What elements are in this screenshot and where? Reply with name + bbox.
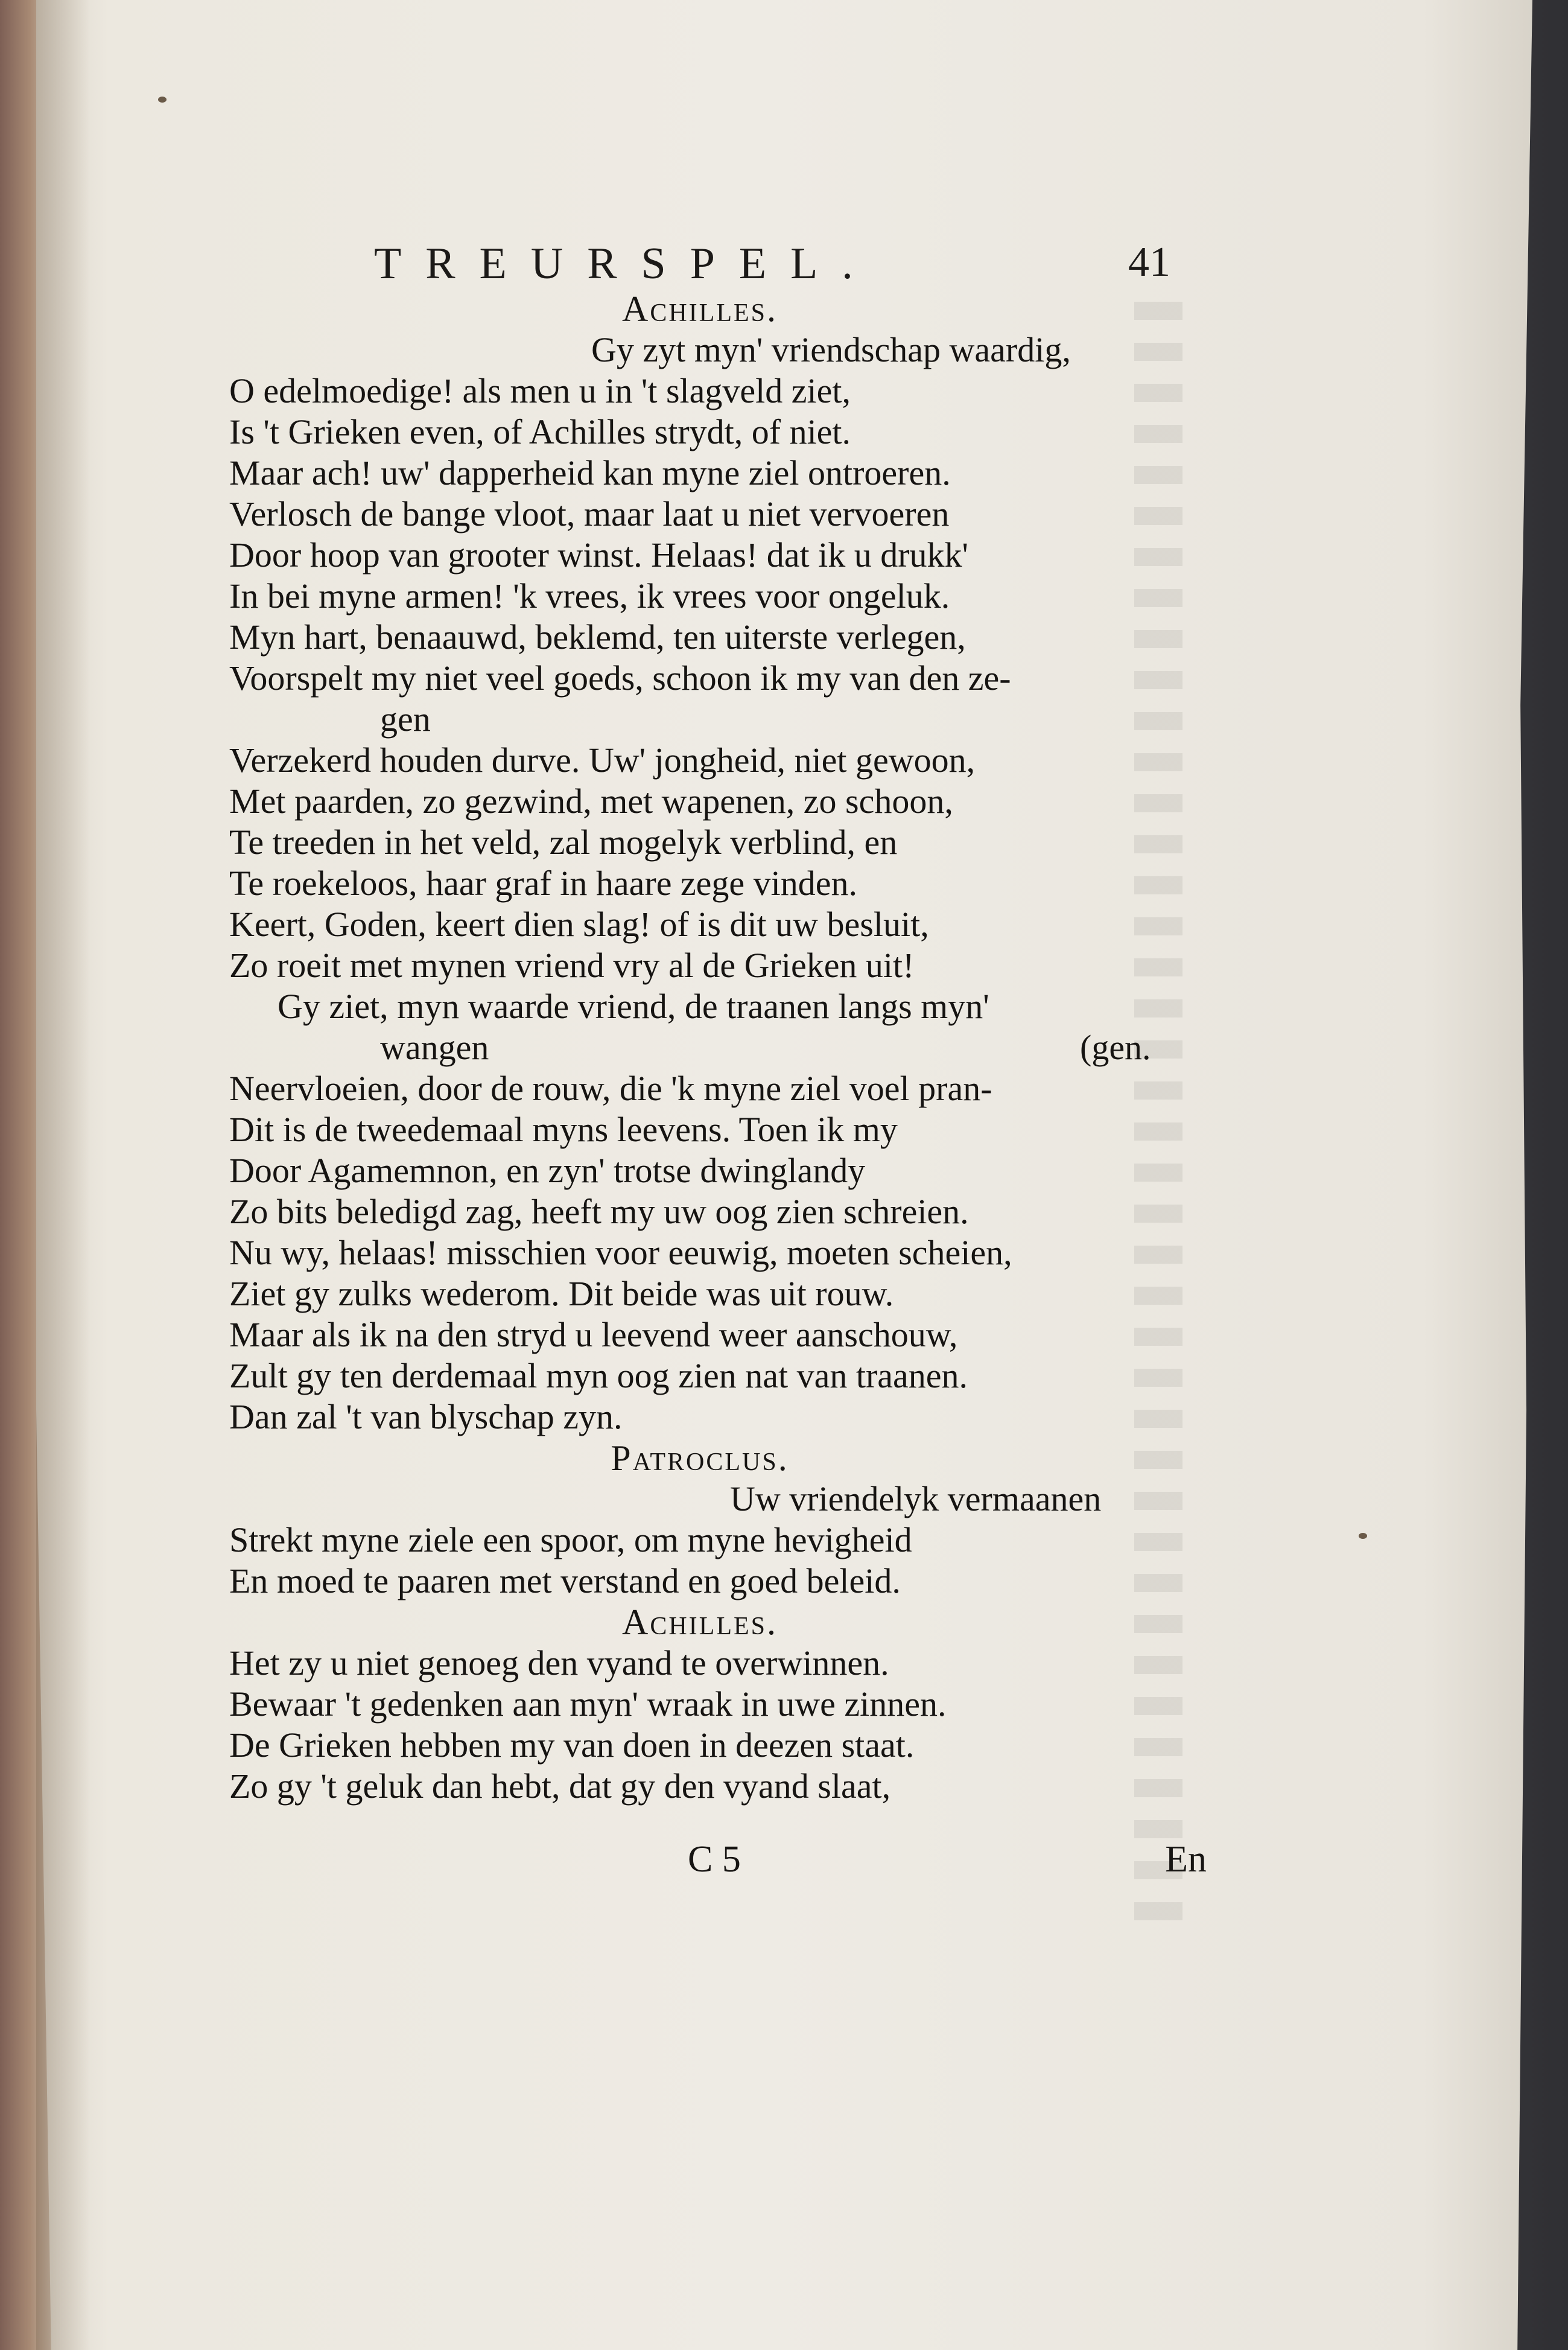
catchword: En (1165, 1839, 1207, 1880)
verse-line (229, 1232, 1207, 1273)
line-text: Myn hart, benaauwd, beklemd, ten uiterste verlegen, (229, 617, 966, 657)
line-text: Achilles. (622, 1602, 778, 1642)
verse-line (229, 1273, 1207, 1314)
verse-line (229, 494, 1207, 535)
verse-line (229, 1068, 1207, 1109)
line-text: Verlosch de bange vloot, maar laat u niet vervoeren (229, 494, 950, 533)
verse-line (229, 1684, 1207, 1725)
line-text: Uw vriendelyk vermaanen (730, 1479, 1102, 1518)
verse-line (229, 781, 1207, 822)
line-turnover: (gen. (1080, 1028, 1151, 1067)
verse-line (229, 1396, 1207, 1438)
paper-speck (1359, 1533, 1367, 1539)
verse-line (229, 1355, 1207, 1396)
verse-line (229, 1561, 1207, 1602)
verse-line (229, 1520, 1207, 1561)
line-text: O edelmoedige! als men u in 't slagveld ziet, (229, 371, 851, 410)
verse-line (229, 1109, 1207, 1150)
verse-line (229, 412, 1207, 453)
speaker-name (229, 288, 1170, 330)
line-text: gen (380, 699, 431, 739)
line-text: Voorspelt my niet veel goeds, schoon ik my van den ze- (229, 658, 1011, 698)
line-text: Maar ach! uw' dapperheid kan myne ziel ontroeren. (229, 453, 951, 492)
verse-line (229, 371, 1207, 412)
verse-line (229, 1725, 1207, 1766)
verse-line (229, 535, 1207, 576)
verse-line (229, 617, 1207, 658)
verse-line (229, 453, 1207, 494)
line-text: En moed te paaren met verstand en goed beleid. (229, 1561, 901, 1600)
verse-line (229, 330, 1207, 371)
line-text: Door hoop van grooter winst. Helaas! dat ik u drukk' (229, 535, 968, 575)
line-text: Ziet gy zulks wederom. Dit beide was uit rouw. (229, 1274, 894, 1313)
verse-text (229, 288, 1207, 1807)
line-text: Dit is de tweedemaal myns leevens. Toen ik my (229, 1110, 898, 1149)
line-text: Keert, Goden, keert dien slag! of is dit uw besluit, (229, 905, 929, 944)
line-text: Is 't Grieken even, of Achilles strydt, of niet. (229, 412, 851, 451)
line-text: Gy ziet, myn waarde vriend, de traanen langs myn' (278, 987, 989, 1026)
line-text: Door Agamemnon, en zyn' trotse dwinglandy (229, 1151, 866, 1190)
signature-mark: C 5 (688, 1839, 741, 1880)
verse-line (229, 1027, 1207, 1068)
line-text: Gy zyt myn' vriendschap waardig, (591, 330, 1071, 369)
verse-line (229, 699, 1207, 740)
speaker-name (229, 1602, 1170, 1643)
verse-line (229, 1766, 1207, 1807)
page-header (374, 238, 1170, 293)
speaker-name (229, 1438, 1170, 1479)
line-text: Neervloeien, door de rouw, die 'k myne ziel voel pran- (229, 1069, 992, 1108)
line-text: wangen (380, 1028, 489, 1067)
line-text: Maar als ik na den stryd u leevend weer aanschouw, (229, 1315, 958, 1354)
line-text: Zo roeit met mynen vriend vry al de Grieken uit! (229, 946, 915, 985)
page-number: 41 (1128, 239, 1170, 285)
verse-line (229, 658, 1207, 699)
line-text: Met paarden, zo gezwind, met wapenen, zo schoon, (229, 782, 953, 821)
line-text: In bei myne armen! 'k vrees, ik vrees voor ongeluk. (229, 576, 950, 616)
line-text: Zo bits beledigd zag, heeft my uw oog zien schreien. (229, 1192, 969, 1231)
verse-line (229, 1150, 1207, 1191)
verse-line (229, 986, 1207, 1027)
line-text: Zo gy 't geluk dan hebt, dat gy den vyand slaat, (229, 1766, 891, 1806)
paper-speck (158, 97, 167, 103)
page-gutter-shadow (36, 0, 90, 2350)
verse-line (229, 1643, 1207, 1684)
verse-line (229, 576, 1207, 617)
verse-line (229, 863, 1207, 904)
line-text: Verzekerd houden durve. Uw' jongheid, niet gewoon, (229, 740, 976, 780)
line-text: De Grieken hebben my van doen in deezen staat. (229, 1725, 915, 1765)
line-text: Achilles. (622, 289, 778, 329)
line-text: Het zy u niet genoeg den vyand te overwinnen. (229, 1643, 889, 1683)
line-text: Strekt myne ziele een spoor, om myne hevigheid (229, 1520, 912, 1559)
verse-line (229, 822, 1207, 863)
page-footer (229, 1838, 1207, 1887)
line-text: Nu wy, helaas! misschien voor eeuwig, moeten scheien, (229, 1233, 1012, 1272)
verse-line (229, 945, 1207, 986)
verse-line (229, 1191, 1207, 1232)
line-text: Te roekeloos, haar graf in haare zege vinden. (229, 864, 858, 903)
verse-line (229, 1314, 1207, 1355)
line-text: Dan zal 't van blyschap zyn. (229, 1397, 623, 1436)
line-text: Te treeden in het veld, zal mogelyk verblind, en (229, 823, 898, 862)
line-text: Patroclus. (611, 1438, 789, 1478)
line-text: Bewaar 't gedenken aan myn' wraak in uwe zinnen. (229, 1684, 947, 1724)
line-text: Zult gy ten derdemaal myn oog zien nat van traanen. (229, 1356, 968, 1395)
verse-line (229, 740, 1207, 781)
running-title: TREURSPEL. (374, 239, 877, 288)
verse-line (229, 1479, 1207, 1520)
verse-line (229, 904, 1207, 945)
